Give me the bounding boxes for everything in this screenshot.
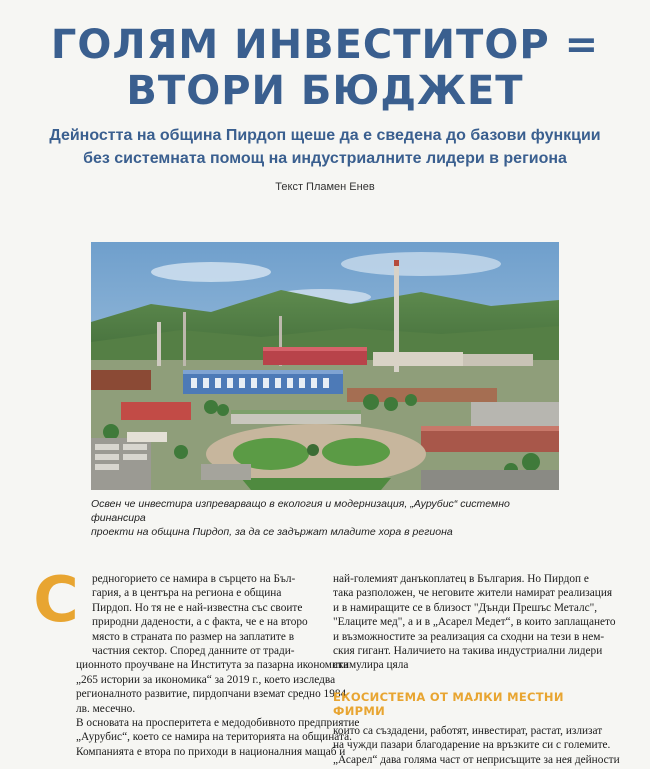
subheadline-line-2: без системната помощ на индустриалните лидери в региона (83, 150, 567, 167)
subheadline-line-1: Дейността на община Пирдоп щеше да е сведена до базови функции (49, 127, 601, 144)
text-line: редногорието се намира в сърцето на Бъл- (92, 573, 296, 585)
photo-caption (91, 497, 559, 539)
text-line: стимулира цяла (333, 659, 409, 672)
left-paragraph-1 (76, 572, 354, 716)
dropcap-letter (25, 568, 87, 630)
text-line: „265 истории за икономика“ за 2019 г., което изследва (76, 673, 336, 686)
text-line: гария, а в центъра на региона е община (92, 587, 282, 600)
section-heading: ЕКОСИСТЕМА ОТ МАЛКИ МЕСТНИ ФИРМИ (333, 690, 564, 718)
industrial-aerial-photo (91, 242, 559, 490)
text-line: В основата на просперитета е медодобивното предприятие (76, 717, 360, 730)
text-line: Компанията е втора по приходи в националния мащаб и (76, 745, 346, 758)
subheadline (0, 124, 650, 170)
right-column-continued (333, 724, 620, 767)
headline (0, 22, 650, 114)
headline-line-2: ВТОРИ БЮДЖЕТ (126, 68, 524, 114)
caption-line-2: проекти на община Пирдоп, за да се задържат младите хора в региона (91, 526, 453, 538)
text-line: "Елаците мед", а и в „Асарел Медет“, в които заплащането (333, 616, 616, 629)
text-line: лв. месечно. (76, 702, 136, 715)
left-column (76, 572, 360, 759)
headline-line-1: ГОЛЯМ ИНВЕСТИТОР = (50, 22, 600, 68)
text-line: които са създадени, работят, инвестират, растат, излизат (333, 725, 603, 737)
text-line: така разположен, че неговите жители намират реализация (333, 587, 613, 600)
left-paragraph-2 (76, 716, 360, 759)
text-line: и възможностите за реализация са сходни на тези в нем- (333, 630, 605, 643)
right-column (333, 572, 616, 673)
text-line: частния сектор. Според данните от тради- (92, 645, 295, 658)
text-line: най-големият данъкоплатец в България. Но Пирдоп е (333, 573, 589, 585)
text-line: на чужди пазари благодарение на връзките си с големите. (333, 739, 611, 752)
byline: Текст Пламен Енев (275, 181, 375, 193)
text-line: „Асарел“ дава голяма част от неприсъщите за нея дейности (333, 753, 620, 766)
text-line: природни дадености, а с факта, че е на второ (92, 616, 308, 629)
text-line: място в страната по размер на заплатите в (92, 630, 295, 643)
text-line: регионалното развитие, пирдопчани вземат средно 1984 (76, 688, 347, 701)
caption-line-1: Освен че инвестира изпреварващо в екология и модернизация, „Аурубис“ системно финансира (91, 498, 510, 524)
right-paragraph-1 (333, 572, 616, 673)
photo-illustration (91, 242, 559, 490)
text-line: ционното проучване на Института за пазарна икономика (76, 659, 349, 672)
text-line: Пирдоп. Но тя не е най-известна със своите (92, 601, 303, 614)
text-line: „Аурубис“, което се намира на територията на общината. (76, 731, 352, 744)
text-line: и в намиращите се в близост "Дънди Прешъс Металс", (333, 601, 598, 614)
dropcap-glyph: С (33, 568, 79, 630)
text-line: ския гигант. Наличието на такива индустриални лидери (333, 645, 603, 658)
